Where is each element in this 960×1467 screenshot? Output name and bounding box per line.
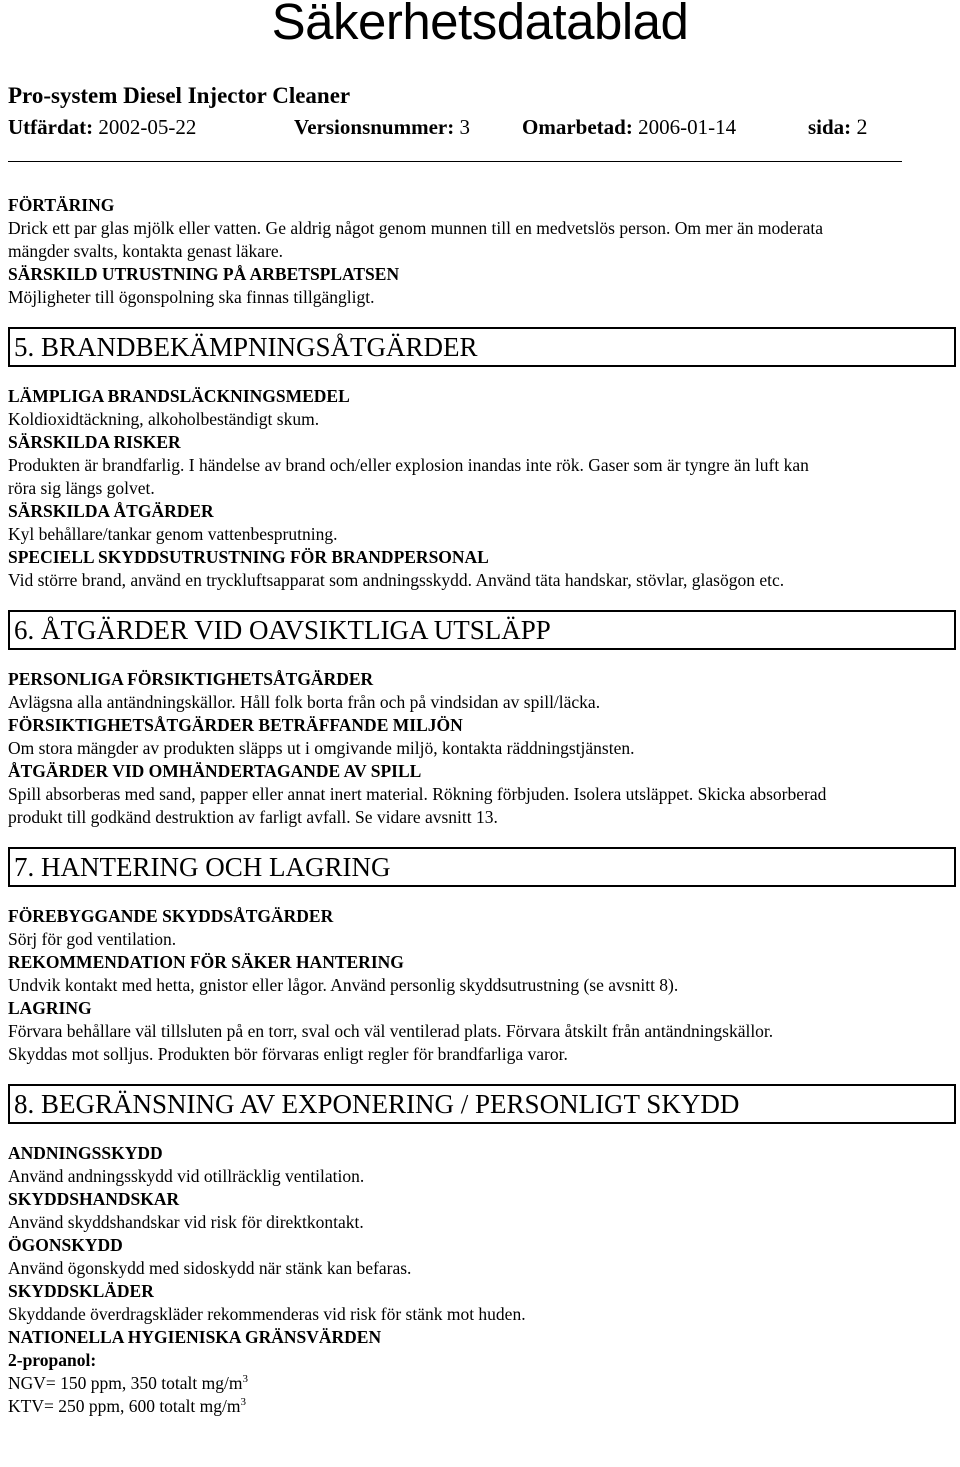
issued-date [8,112,196,142]
storage-text-line1: Förvara behållare väl tillsluten på en torr, sval och väl ventilerad plats. Förvara åtskilt från antändningskällor. [8,1021,774,1041]
special-risks-text-line2: röra sig längs golvet. [8,478,155,498]
revised-value: 2006-01-14 [638,115,737,139]
spill-cleanup-text-line2: produkt till godkänd destruktion av farligt avfall. Se vidare avsnitt 13. [8,807,498,827]
environmental-precautions-text: Om stora mängder av produkten släpps ut i omgivande miljö, kontakta räddningstjänsten. [8,738,635,758]
exposure-limits-heading: NATIONELLA HYGIENISKA GRÄNSVÄRDEN [8,1327,382,1347]
eye-protection-text: Använd ögonskydd med sidoskydd när stänk kan befaras. [8,1258,412,1278]
section-6 [8,610,956,829]
spill-cleanup-heading: ÅTGÄRDER VID OMHÄNDERTAGANDE AV SPILL [8,761,422,781]
page-indicator [808,112,867,142]
document-meta [8,112,888,142]
page-label: sida: [808,115,852,139]
personal-precautions-text: Avlägsna alla antändningskällor. Håll folk borta från och på vindsidan av spill/läcka. [8,692,601,712]
personal-precautions-heading: PERSONLIGA FÖRSIKTIGHETSÅTGÄRDER [8,669,374,689]
revised-date [522,112,736,142]
version-number [294,112,470,142]
safe-handling-heading: REKOMMENDATION FÖR SÄKER HANTERING [8,952,404,972]
product-name: Pro-system Diesel Injector Cleaner [8,83,351,108]
section-5 [8,327,956,592]
equipment-text: Möjligheter till ögonspolning ska finnas tillgängligt. [8,287,375,307]
ktv-unit-exponent: 3 [240,1396,246,1408]
protective-gloves-heading: SKYDDSHANDSKAR [8,1189,180,1209]
safe-handling-text: Undvik kontakt med hetta, gnistor eller lågor. Använd personlig skyddsutrustning (se avsnitt 8). [8,975,679,995]
substance-name: 2-propanol: [8,1350,97,1370]
ngv-unit-exponent: 3 [242,1373,248,1385]
equipment-heading: SÄRSKILD UTRUSTNING PÅ ARBETSPLATSEN [8,264,400,284]
issued-label: Utfärdat: [8,115,94,139]
environmental-precautions-heading: FÖRSIKTIGHETSÅTGÄRDER BETRÄFFANDE MILJÖN [8,715,463,735]
eye-protection-heading: ÖGONSKYDD [8,1235,123,1255]
ngv-limit-text: NGV= 150 ppm, 350 totalt mg/m [8,1373,243,1393]
version-label: Versionsnummer: [294,115,455,139]
respiratory-protection-heading: ANDNINGSSKYDD [8,1143,163,1163]
spill-cleanup-text-line1: Spill absorberas med sand, papper eller annat inert material. Rökning förbjuden. Isolera utsläppet. Skicka absorberad [8,784,827,804]
firefighter-ppe-heading: SPECIELL SKYDDSUTRUSTNING FÖR BRANDPERSONAL [8,547,489,567]
ingestion-heading: FÖRTÄRING [8,195,115,215]
firefighter-ppe-text: Vid större brand, använd en tryckluftsapparat som andningsskydd. Använd täta handskar, stövlar, glasögon etc. [8,570,785,590]
section-8-title: 8. BEGRÄNSNING AV EXPONERING / PERSONLIGT SKYDD [8,1084,956,1124]
section-7 [8,847,956,1066]
version-value: 3 [459,115,470,139]
storage-text-line2: Skyddas mot solljus. Produkten bör förvaras enligt regler för brandfarliga varor. [8,1044,568,1064]
extinguishing-media-text: Koldioxidtäckning, alkoholbeständigt skum. [8,409,320,429]
special-measures-heading: SÄRSKILDA ÅTGÄRDER [8,501,214,521]
header-divider [8,161,902,162]
section-6-title: 6. ÅTGÄRDER VID OAVSIKTLIGA UTSLÄPP [8,610,956,650]
ktv-limit-text: KTV= 250 ppm, 600 totalt mg/m [8,1396,241,1416]
section-5-title: 5. BRANDBEKÄMPNINGSÅTGÄRDER [8,327,956,367]
protective-gloves-text: Använd skyddshandskar vid risk för direktkontakt. [8,1212,364,1232]
ngv-limit [8,1372,956,1395]
document-title: Säkerhetsdatablad [271,0,689,50]
document-body [8,194,956,1418]
storage-heading: LAGRING [8,998,92,1018]
section-7-title: 7. HANTERING OCH LAGRING [8,847,956,887]
first-aid-continuation [8,194,956,309]
revised-label: Omarbetad: [522,115,633,139]
special-risks-heading: SÄRSKILDA RISKER [8,432,181,452]
ingestion-text-line1: Drick ett par glas mjölk eller vatten. Ge aldrig något genom munnen till en medvetslös person. Om mer än moderata [8,218,823,238]
special-risks-text-line1: Produkten är brandfarlig. I händelse av brand och/eller explosion inandas inte rök. Gaser som är tyngre än luft kan [8,455,809,475]
section-8 [8,1084,956,1418]
protective-clothing-heading: SKYDDSKLÄDER [8,1281,154,1301]
respiratory-protection-text: Använd andningsskydd vid otillräcklig ventilation. [8,1166,365,1186]
special-measures-text: Kyl behållare/tankar genom vattenbesprutning. [8,524,338,544]
preventive-measures-text: Sörj för god ventilation. [8,929,177,949]
ktv-limit [8,1395,956,1418]
preventive-measures-heading: FÖREBYGGANDE SKYDDSÅTGÄRDER [8,906,334,926]
page-value: 2 [856,114,868,139]
issued-value: 2002-05-22 [98,115,197,139]
ingestion-text-line2: mängder svalts, kontakta genast läkare. [8,241,284,261]
extinguishing-media-heading: LÄMPLIGA BRANDSLÄCKNINGSMEDEL [8,386,350,406]
protective-clothing-text: Skyddande överdragskläder rekommenderas vid risk för stänk mot huden. [8,1304,526,1324]
